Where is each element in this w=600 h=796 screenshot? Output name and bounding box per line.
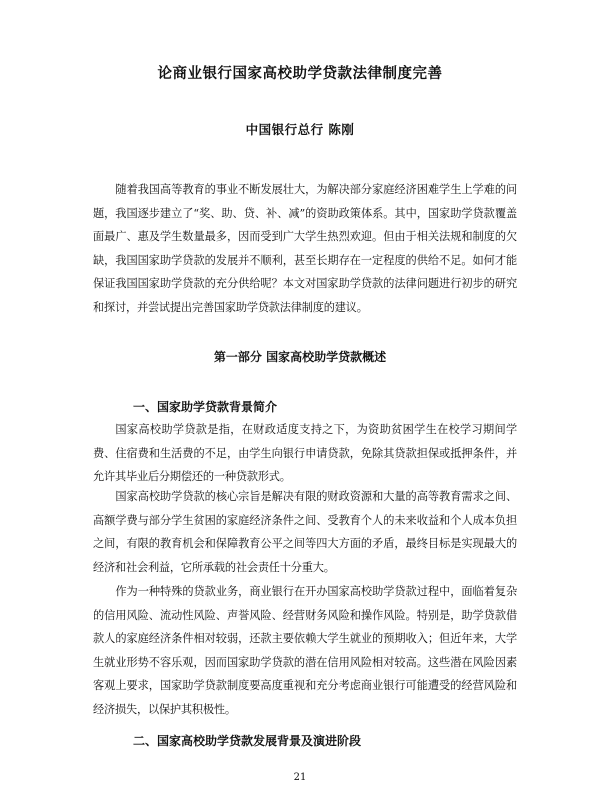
abstract-paragraph: 随着我国高等教育的事业不断发展壮大，为解决部分家庭经济困难学生上学难的问题，我国逐步建立了“奖、助、贷、补、减”的资助政策体系。其中，国家助学贷款覆盖面最广、惠及学生数量最多，因而受到广大学生热烈欢迎。但由于相关法规和制度的欠缺，我国国家助学贷款的发展并不顺利，甚至长期存在一定程度的供给不足。如何才能保证我国国家助学贷款的充分供给呢？本文对国家助学贷款的法律问题进行初步的研究和探讨，并尝试提出完善国家助学贷款法律制度的建议。 bbox=[93, 183, 517, 314]
body-paragraph: 国家高校助学贷款的核心宗旨是解决有限的财政资源和大量的高等教育需求之间、高额学费与部分学生贫困的家庭经济条件之间、受教育个人的未来收益和个人成本负担之间，有限的教育机会和保障教育公平之间等四大方面的矛盾，最终目标是实现最大的经济和社会利益，它所承载的社会责任十分重大。 bbox=[93, 490, 517, 574]
author-line: 中国银行总行 陈刚 bbox=[245, 122, 355, 137]
page-number: 21 bbox=[293, 772, 307, 783]
section-heading-1: 一、国家助学贷款背景简介 bbox=[133, 400, 278, 414]
section-heading-2: 二、国家高校助学贷款发展背景及演进阶段 bbox=[133, 734, 362, 748]
body-paragraph: 作为一种特殊的贷款业务，商业银行在开办国家高校助学贷款过程中，面临着复杂的信用风险、流动性风险、声誉风险、经营财务风险和操作风险。特别是，助学贷款借款人的家庭经济条件相对较弱，还款主要依赖大学生就业的预期收入；但近年来，大学生就业形势不容乐观，因而国家助学贷款的潜在信用风险相对较高。这些潜在风险因素客观上要求，国家助学贷款制度要高度重视和充分考虑商业银行可能遭受的经营风险和经济损失，以保护其积极性。 bbox=[93, 585, 517, 716]
body-paragraph: 国家高校助学贷款是指，在财政适度支持之下，为资助贫困学生在校学习期间学费、住宿费和生活费的不足，由学生向银行申请贷款，免除其贷款担保或抵押条件，并允许其毕业后分期偿还的一种贷款形式。 bbox=[93, 423, 517, 484]
document-title: 论商业银行国家高校助学贷款法律制度完善 bbox=[157, 65, 443, 82]
part-heading: 第一部分 国家高校助学贷款概述 bbox=[213, 350, 387, 364]
